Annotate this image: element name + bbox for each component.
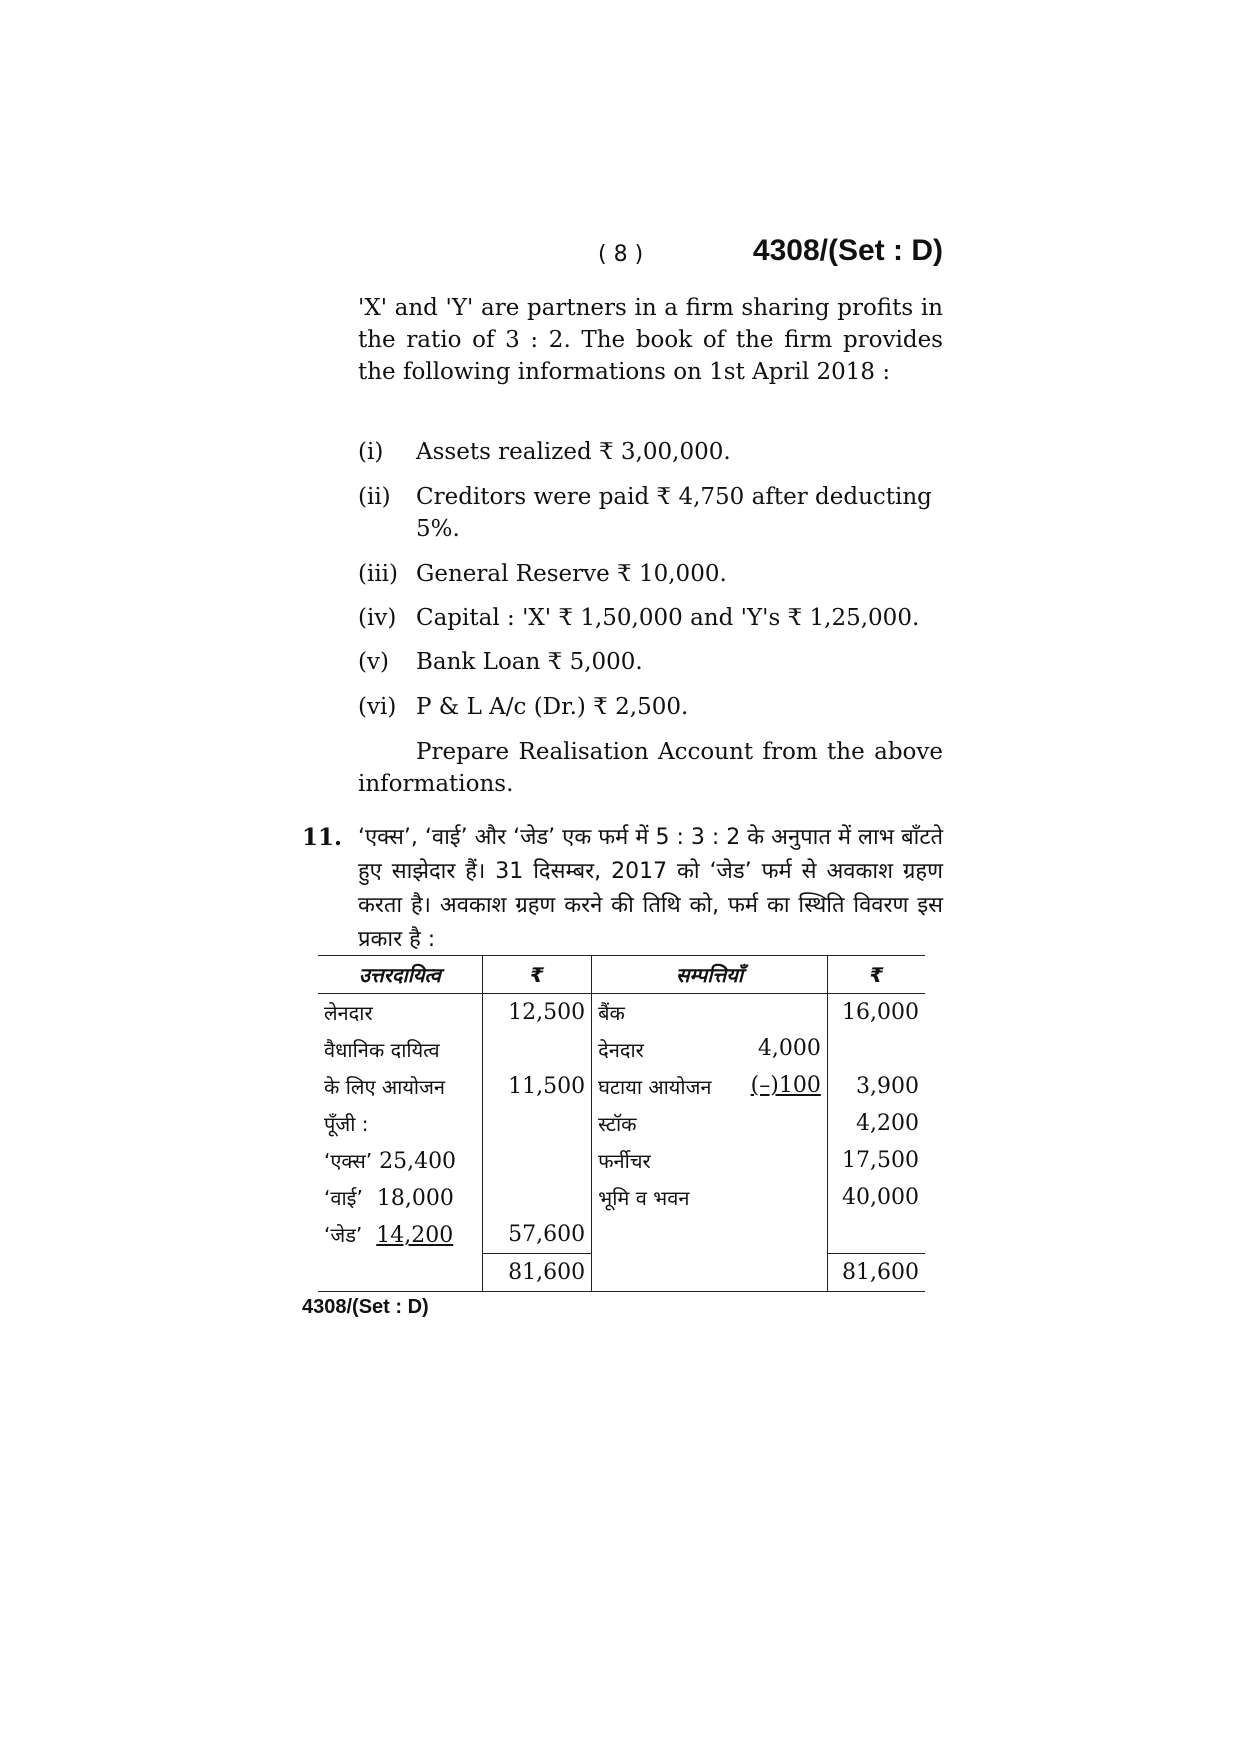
paper-code-footer: 4308/(Set : D) [302, 1296, 429, 1318]
item-text: Capital : 'X' ₹ 1,50,000 and 'Y's ₹ 1,25,000. [416, 605, 920, 631]
page-number: ( 8 ) [598, 242, 644, 267]
partner-y-cell [318, 1179, 482, 1216]
q10-item [358, 646, 943, 678]
table-row [318, 1179, 925, 1216]
debtors-cell [592, 1031, 828, 1068]
less-provision-amount: (–)100 [750, 1073, 821, 1098]
item-number: (i) [358, 439, 384, 465]
total-assets: 81,600 [827, 1254, 925, 1292]
provision-amount: 11,500 [482, 1068, 591, 1105]
provision-label-2: के लिए आयोजन [318, 1068, 482, 1105]
bank-amount: 16,000 [842, 1000, 919, 1025]
paper-code-header: 4308/(Set : D) [752, 234, 943, 267]
item-number: (iii) [358, 561, 399, 587]
partner-name: ‘वाई’ [324, 1186, 363, 1210]
q11-number: 11. [302, 824, 343, 851]
creditors-label: लेनदार [318, 994, 482, 1032]
table-row [318, 1216, 925, 1254]
table-row [318, 1031, 925, 1068]
rupee-header: ₹ [482, 956, 591, 994]
stock-amount: 4,200 [856, 1111, 919, 1136]
partner-x-cell [318, 1142, 482, 1179]
q10-instruction: Prepare Realisation Account from the above informations. [358, 739, 943, 797]
item-text: Assets realized ₹ 3,00,000. [416, 439, 731, 465]
partner-capital: 14,200 [376, 1223, 454, 1249]
table-row [318, 1068, 925, 1105]
bank-label: बैंक [592, 994, 828, 1032]
table-header-row [318, 956, 925, 994]
item-text: General Reserve ₹ 10,000. [416, 561, 727, 587]
net-debtors-amount: 3,900 [856, 1074, 919, 1099]
total-row [318, 1254, 925, 1292]
q10-intro: 'X' and 'Y' are partners in a firm sharing profits in the ratio of 3 : 2. The book of the firm provides the following informations on 1st April 2018 : [358, 295, 943, 385]
less-provision-label: घटाया आयोजन [598, 1075, 712, 1099]
debtors-label: देनदार [598, 1038, 644, 1062]
item-text: Creditors were paid ₹ 4,750 after deducting 5%. [416, 484, 932, 542]
furniture-amount: 17,500 [842, 1148, 919, 1173]
capital-total: 57,600 [482, 1216, 591, 1254]
partner-name: ‘एक्स’ [324, 1149, 373, 1173]
partner-name: ‘जेड’ [324, 1223, 363, 1248]
item-number: (ii) [358, 484, 391, 510]
land-amount: 40,000 [842, 1185, 919, 1210]
provision-label-1: वैधानिक दायित्व [318, 1031, 482, 1068]
total-liabilities: 81,600 [482, 1254, 591, 1292]
table-row [318, 994, 925, 1032]
rupee-header: ₹ [827, 956, 925, 994]
partner-capital: 25,400 [379, 1149, 457, 1174]
q10-item [358, 602, 943, 634]
land-label: भूमि व भवन [592, 1179, 828, 1216]
q10-item [358, 691, 943, 723]
furniture-label: फर्नीचर [592, 1142, 828, 1179]
table-row [318, 1142, 925, 1179]
q11-text: ‘एक्स’, ‘वाई’ और ‘जेड’ एक फर्म में 5 : 3 : 2 के अनुपात में लाभ बाँटते हुए साझेदार हैं। 31 दिसम्बर, 2017 को ‘जेड’ फर्म से अवकाश ग्रहण करता है। अवकाश ग्रहण करने की तिथि को, फर्म का स्थिति विवरण इस प्रकार है : [358, 825, 943, 952]
less-provision-cell [592, 1068, 828, 1105]
creditors-amount: 12,500 [482, 994, 591, 1032]
table-row [318, 1105, 925, 1142]
capital-label: पूँजी : [318, 1105, 482, 1142]
q10-item [358, 481, 943, 545]
stock-label: स्टॉक [592, 1105, 828, 1142]
balance-sheet-table [318, 955, 925, 1292]
item-text: Bank Loan ₹ 5,000. [416, 649, 643, 675]
item-number: (vi) [358, 694, 397, 720]
item-text: P & L A/c (Dr.) ₹ 2,500. [416, 694, 689, 720]
partner-z-cell [318, 1216, 482, 1254]
item-number: (iv) [358, 605, 397, 631]
partner-capital: 18,000 [376, 1186, 454, 1211]
assets-header: सम्पत्तियाँ [592, 956, 828, 994]
liabilities-header: उत्तरदायित्व [318, 956, 482, 994]
debtors-amount: 4,000 [757, 1036, 821, 1061]
q10-item [358, 558, 943, 590]
q10-item [358, 436, 943, 468]
item-number: (v) [358, 649, 389, 675]
